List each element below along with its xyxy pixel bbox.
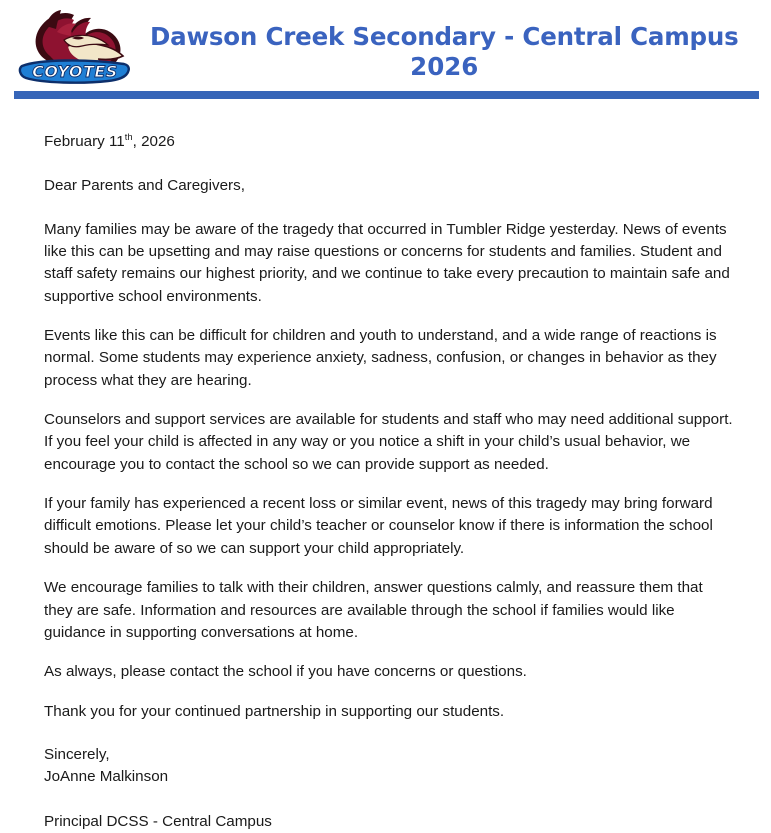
letter-body [0,131,771,833]
letter-paragraph: If your family has experienced a recent loss or similar event, news of this tragedy may bring forward difficult emotions. Please let your child’s teacher or counselor know if there is information the school should be aware of so we can support your child appropriately. [44,495,713,557]
letter-date [44,131,735,153]
coyotes-wordmark-text: COYOTES [32,62,118,81]
letterhead [0,0,771,96]
letter-paragraph: Events like this can be difficult for children and youth to understand, and a wide range of reactions is normal. Some students may experience anxiety, sadness, confusion, or changes in behavior as they process what they are hearing. [44,327,717,389]
date-year: , 2026 [132,133,175,150]
signer-role: Principal DCSS - Central Campus [44,812,272,830]
letter-salutation: Dear Parents and Caregivers, [44,177,245,195]
school-name: Dawson Creek Secondary - Central Campus [150,22,739,51]
coyote-mascot-logo [12,4,138,90]
school-year: 2026 [410,51,479,81]
letter-paragraph: We encourage families to talk with their children, answer questions calmly, and reassure them that they are safe. Information and resources are available through the school if families would like guidance in supporting conversations at home. [44,579,703,641]
date-month-day: February 11 [44,133,125,150]
letter-closing: Sincerely, [44,745,110,763]
letter-paragraph: Many families may be aware of the tragedy that occurred in Tumbler Ridge yesterday. News of events like this can be upsetting and may raise questions or concerns for students and families. Student and staff safety remains our highest priority, and we continue to take every precaution to maintain safe and supportive school environments. [44,220,730,305]
letter-paragraph: As always, please contact the school if you have concerns or questions. [44,663,527,681]
letter-paragraph: Thank you for your continued partnership in supporting our students. [44,702,505,720]
coyotes-wordmark [20,60,129,82]
date-ordinal-suffix: th [124,130,133,142]
school-title-block [150,0,771,82]
signer-name: JoAnne Malkinson [44,768,169,786]
letter-paragraph: Counselors and support services are available for students and staff who may need additional support. If you feel your child is affected in any way or you notice a shift in your child’s usual behavior, we encourage you to contact the school so we can provide support as needed. [44,411,733,473]
header-divider-rule [14,91,759,99]
signature-block [44,744,735,833]
school-logo [0,0,150,92]
